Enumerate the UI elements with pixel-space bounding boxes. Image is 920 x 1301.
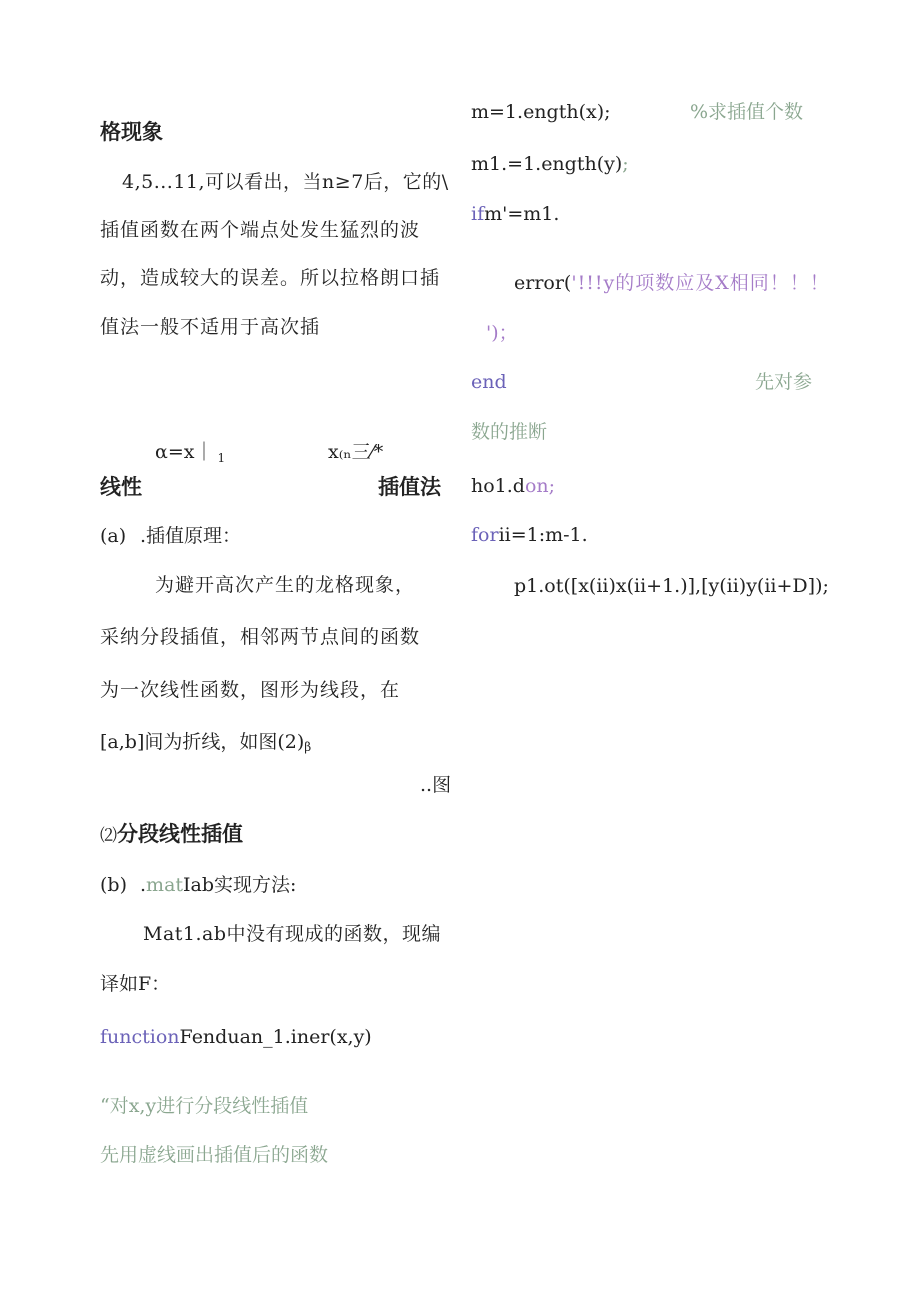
code-line8: p1.ot([x(ii)x(ii+1.)],[y(ii)y(ii+D]); [514,575,829,597]
code-line1: m=1.ength(x); [471,101,611,123]
para2-line3: 为一次线性函数，图形为线段，在 [100,679,401,701]
comment-line2: 先用虚线画出插值后的函数 [100,1144,329,1166]
figure-caption-text: 分段线性插值 [117,822,243,846]
formula-left [155,440,225,466]
code-line3 [471,202,559,226]
para1-line2: 插值函数在两个端点处发生猛烈的波 [100,219,421,241]
code-line7-rest: ii=1:m-1. [498,524,588,546]
item-b-mat: mat [146,874,184,896]
code-function-keyword: function [100,1026,180,1048]
code-error-call: error( [514,272,572,294]
item-a-marker: (a) [100,525,127,547]
code-error-string: '!!!y的项数应及X相同！！！ [571,272,830,294]
code-end-comment2: 数的推断 [471,421,548,443]
code-line3-rest: m'=m1. [484,203,560,225]
code-if-keyword: if [471,203,485,225]
code-for-keyword: for [471,524,499,546]
figure-caption [100,822,243,848]
code-function-signature: Fenduan_1.iner(x,y) [179,1026,372,1048]
heading-linear-left: 线性 [100,475,142,499]
figure-ref: ..图 [420,774,452,796]
item-b-rest: Iab实现方法: [183,874,297,896]
code-line6 [471,474,555,498]
code-line2 [471,152,629,176]
figure-caption-num: ⑵ [100,826,117,846]
code-line2-text: m1.=1.ength(y) [471,153,623,175]
code-hold: ho1.d [471,475,525,497]
code-hold-on: on; [524,475,556,497]
para1-line3: 动，造成较大的误差。所以拉格朗口插 [100,267,441,289]
code-line1-comment: %求插值个数 [690,101,804,123]
para2-line1: 为避开高次产生的龙格现象， [155,574,416,596]
para3-line2: 译如F： [100,973,171,995]
code-line2-tail: ; [622,153,629,175]
code-function-line [100,1025,372,1049]
code-end-comment1: 先对参 [755,371,813,393]
para2-line4-tail: β [304,740,312,754]
code-line4-cont: ')； [486,322,518,344]
para1-line4: 值法一般不适用于高次插 [100,316,321,338]
para2-line2: 采纳分段插值，相邻两节点间的函数 [100,626,421,648]
heading-linear-right: 插值法 [378,475,441,499]
para2-line4 [100,730,311,756]
formula-left-text: α=x｜ [155,441,214,463]
item-b-marker: (b) [100,874,127,896]
heading-runge: 格现象 [100,120,163,144]
code-line4 [514,271,830,295]
item-b-dot: . [140,874,147,896]
para1-line1: 4,5...11,可以看出，当n≥7后，它的\ [122,171,449,193]
formula-right: x₍ₙ三⁄* [328,441,384,463]
item-a-text: .插值原理： [140,525,242,547]
item-b-text [140,873,296,897]
formula-subscript: 1 [217,451,226,465]
para3-line1: Mat1.ab中没有现成的函数，现编 [143,923,442,945]
code-line7 [471,523,588,547]
para2-line4-text: [a,b]间为折线，如图(2) [100,731,305,753]
comment-line1: “对x,y进行分段线性插值 [100,1095,309,1117]
code-end-keyword: end [471,371,507,393]
